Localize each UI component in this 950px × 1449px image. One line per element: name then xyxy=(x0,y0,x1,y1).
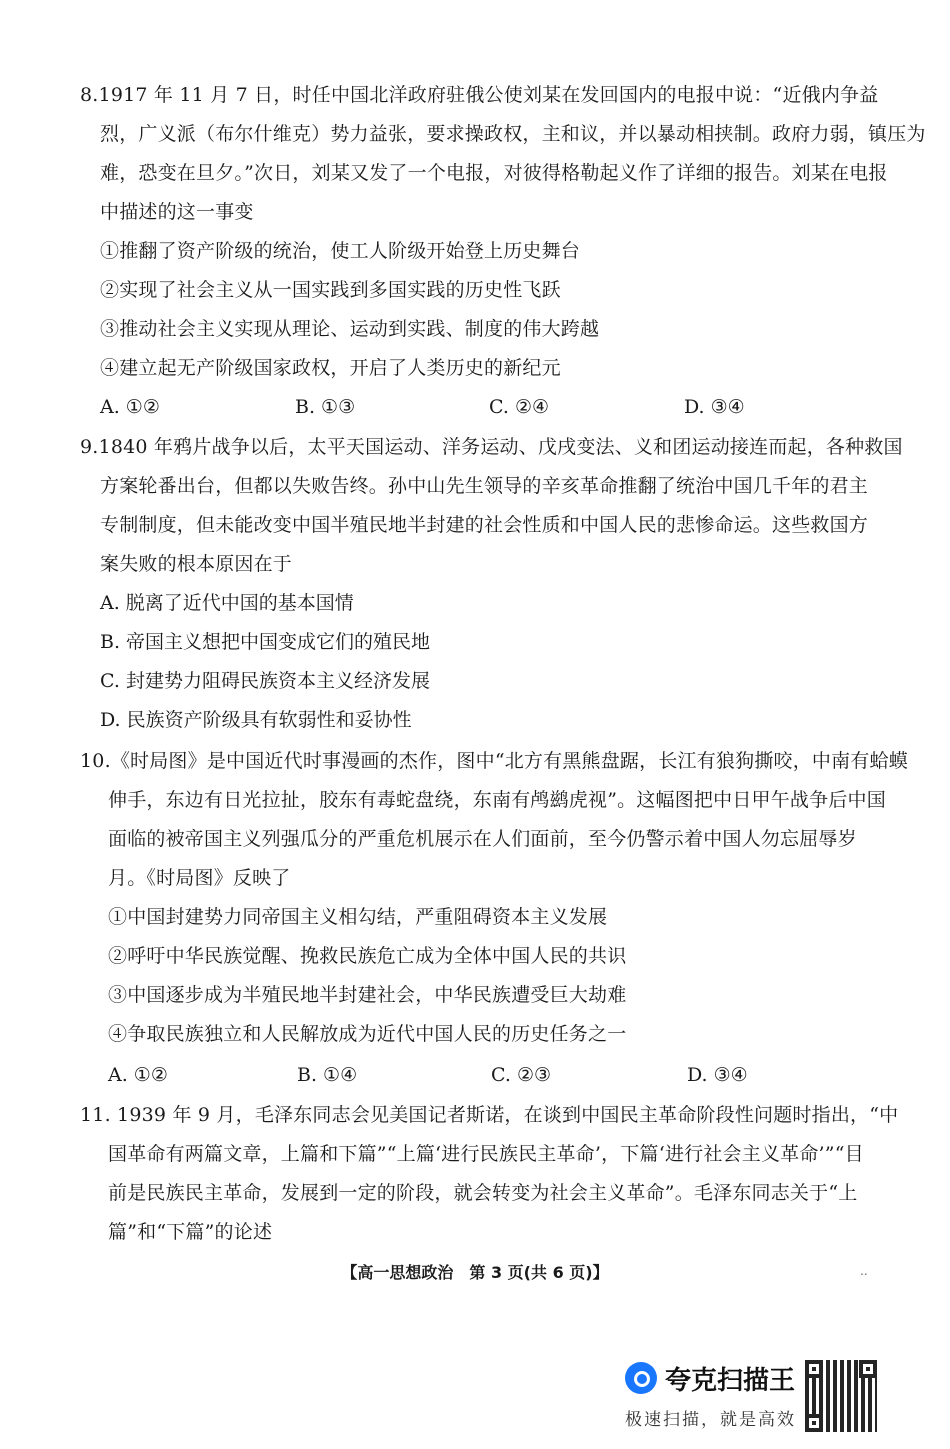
footer-dots: .. xyxy=(860,1264,868,1278)
brand-name: 夸克扫描王 xyxy=(665,1365,796,1396)
q8-stem-line-1: 8.1917 年 11 月 7 日，时任中国北洋政府驻俄公使刘某在发回国内的电报中说：“近俄内争益 xyxy=(80,84,879,106)
q10-item-2: ②呼吁中华民族觉醒、挽救民族危亡成为全体中国人民的共识 xyxy=(108,945,627,967)
q10-option-c[interactable]: C. ②③ xyxy=(491,1064,552,1086)
q10-stem-line-1: 10.《时局图》是中国近代时事漫画的杰作，图中“北方有黑熊盘踞，长江有狼狗撕咬，中南有蛤蟆 xyxy=(80,750,908,772)
q8-option-a[interactable]: A. ①② xyxy=(100,396,160,418)
q9-stem-line-3: 专制制度，但未能改变中国半殖民地半封建的社会性质和中国人民的悲惨命运。这些救国方 xyxy=(100,514,869,536)
q8-item-3: ③推动社会主义实现从理论、运动到实践、制度的伟大跨越 xyxy=(100,318,600,340)
q10-stem-line-4: 月。《时局图》反映了 xyxy=(108,867,291,889)
q8-item-4: ④建立起无产阶级国家政权，开启了人类历史的新纪元 xyxy=(100,357,561,379)
q8-option-b[interactable]: B. ①③ xyxy=(295,396,356,418)
q11-stem-line-3: 前是民族民主革命，发展到一定的阶段，就会转变为社会主义革命”。毛泽东同志关于“上 xyxy=(108,1182,858,1204)
q10-item-3: ③中国逐步成为半殖民地半封建社会，中华民族遭受巨大劫难 xyxy=(108,984,627,1006)
q10-item-4: ④争取民族独立和人民解放成为近代中国人民的历史任务之一 xyxy=(108,1023,627,1045)
q8-item-2: ②实现了社会主义从一国实践到多国实践的历史性飞跃 xyxy=(100,279,561,301)
q9-option-c[interactable]: C. 封建势力阻碍民族资本主义经济发展 xyxy=(100,670,430,692)
q8-item-1: ①推翻了资产阶级的统治，使工人阶级开始登上历史舞台 xyxy=(100,240,581,262)
page-footer: 【高一思想政治 第 3 页(共 6 页)】 xyxy=(341,1263,609,1282)
q10-option-a[interactable]: A. ①② xyxy=(108,1064,168,1086)
q9-stem-line-4: 案失败的根本原因在于 xyxy=(100,553,293,575)
qr-code-icon xyxy=(805,1360,877,1432)
q10-option-b[interactable]: B. ①④ xyxy=(297,1064,358,1086)
q10-item-1: ①中国封建势力同帝国主义相勾结，严重阻碍资本主义发展 xyxy=(108,906,608,928)
q9-stem-line-1: 9.1840 年鸦片战争以后，太平天国运动、洋务运动、戊戌变法、义和团运动接连而起，各种救国 xyxy=(80,436,903,458)
q10-stem-line-2: 伸手，东边有日光拉扯，胶东有毒蛇盘绕，东南有鸬鹚虎视”。这幅图把中日甲午战争后中国 xyxy=(108,789,886,811)
q9-stem-line-2: 方案轮番出台，但都以失败告终。孙中山先生领导的辛亥革命推翻了统治中国几千年的君主 xyxy=(100,475,869,497)
scanner-brand xyxy=(625,1362,805,1394)
q11-stem-line-2: 国革命有两篇文章，上篇和下篇”“上篇‘进行民族民主革命’，下篇‘进行社会主义革命’”“目 xyxy=(108,1143,864,1165)
q8-option-d[interactable]: D. ③④ xyxy=(684,396,745,418)
q8-option-c[interactable]: C. ②④ xyxy=(489,396,550,418)
q11-stem-line-1: 11. 1939 年 9 月，毛泽东同志会见美国记者斯诺，在谈到中国民主革命阶段性问题时指出，“中 xyxy=(80,1104,899,1126)
q10-option-d[interactable]: D. ③④ xyxy=(687,1064,748,1086)
q9-option-a[interactable]: A. 脱离了近代中国的基本国情 xyxy=(100,592,354,614)
q8-stem-line-2: 烈，广义派（布尔什维克）势力益张，要求操政权，主和议，并以暴动相挟制。政府力弱，镇压为 xyxy=(100,123,926,145)
q8-stem-line-3: 难，恐变在旦夕。”次日，刘某又发了一个电报，对彼得格勒起义作了详细的报告。刘某在电报 xyxy=(100,162,888,184)
q9-option-d[interactable]: D. 民族资产阶级具有软弱性和妥协性 xyxy=(100,709,412,731)
q9-option-b[interactable]: B. 帝国主义想把中国变成它们的殖民地 xyxy=(100,631,431,653)
q11-stem-line-4: 篇”和“下篇”的论述 xyxy=(108,1221,273,1243)
brand-slogan: 极速扫描，就是高效 xyxy=(625,1410,796,1430)
q8-stem-line-4: 中描述的这一事变 xyxy=(100,201,254,223)
q10-stem-line-3: 面临的被帝国主义列强瓜分的严重危机展示在人们面前，至今仍警示着中国人勿忘屈辱岁 xyxy=(108,828,857,850)
quark-logo-icon xyxy=(625,1362,657,1394)
